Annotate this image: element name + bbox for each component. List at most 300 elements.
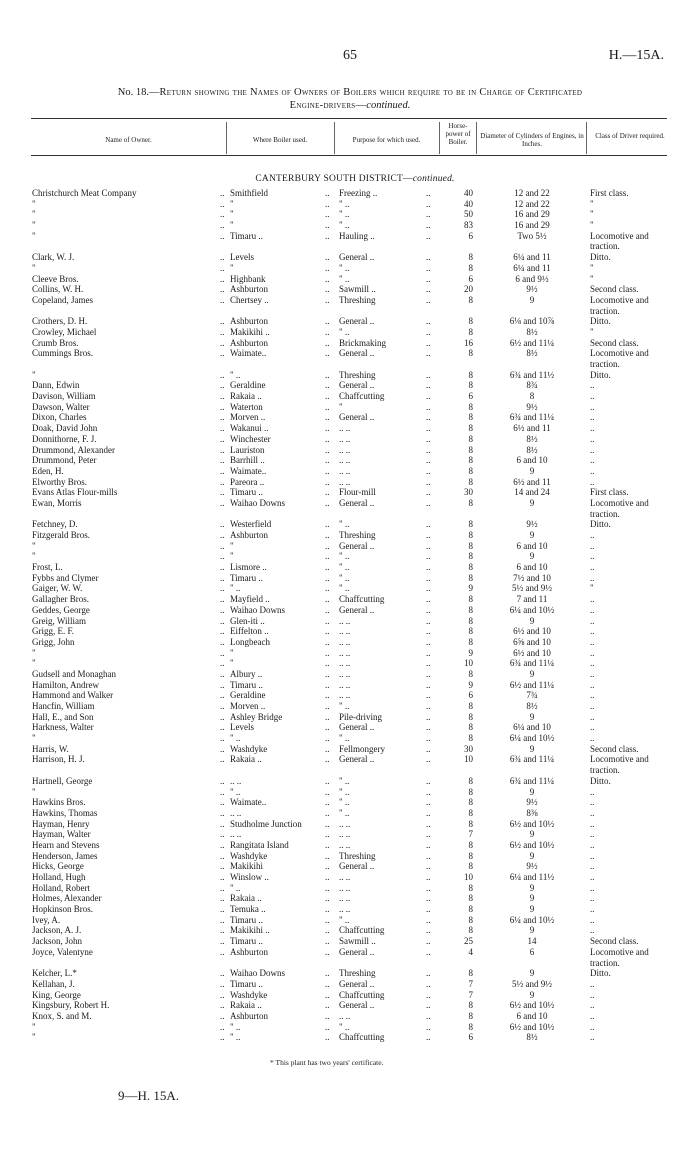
leader-dots: ..	[220, 540, 225, 551]
leader-dots: ..	[426, 797, 431, 808]
cylinder-diameter-cell: 9	[529, 925, 535, 936]
table-row	[0, 840, 700, 851]
leader-dots: ..	[325, 701, 330, 711]
leader-dots: ..	[426, 198, 431, 209]
title-continued: continued.	[366, 100, 411, 111]
document-reference: H.—15A.	[608, 48, 664, 63]
cylinder-diameter-cell: 9	[529, 497, 535, 508]
leader-dots: ..	[325, 391, 330, 402]
horse-power-cell: 8	[468, 465, 473, 476]
horse-power-cell: 8	[468, 968, 473, 979]
table-row	[0, 199, 700, 210]
cylinder-diameter-cell: 14 and 24	[514, 487, 550, 498]
cylinder-diameter-cell: 9	[529, 743, 535, 754]
leader-dots: ..	[426, 733, 431, 744]
return-title	[30, 86, 670, 112]
leader-dots: ..	[220, 893, 225, 904]
cylinder-diameter-cell: 9½	[526, 284, 538, 295]
owner-name-cell: Geddes, George	[32, 604, 90, 615]
table-row	[0, 787, 700, 798]
horse-power-cell: 6	[468, 1032, 473, 1043]
driver-class-cell: traction.	[590, 765, 620, 776]
table-row	[0, 776, 700, 787]
cylinder-diameter-cell: 6¾ and 11½	[509, 369, 555, 380]
purpose-cell: Chaffcutting	[339, 391, 385, 402]
cylinder-diameter-cell: 8½	[526, 701, 538, 711]
purpose-cell: .. ..	[339, 444, 351, 455]
table-row	[0, 263, 700, 274]
cylinder-diameter-cell: 12 and 22	[514, 188, 550, 198]
horse-power-cell: 8	[468, 455, 473, 466]
leader-dots: ..	[426, 690, 431, 701]
leader-dots: ..	[220, 925, 225, 936]
table-row	[0, 594, 700, 605]
where-used-cell: Ashburton	[230, 1010, 268, 1021]
leader-dots: ..	[325, 284, 330, 295]
leader-dots: ..	[220, 188, 225, 198]
leader-dots: ..	[426, 701, 431, 711]
purpose-cell: Fellmongery	[339, 743, 385, 754]
cylinder-diameter-cell: 6½ and 11¼	[509, 679, 555, 690]
horse-power-cell: 8	[468, 348, 473, 359]
owner-name-cell: Harris, W.	[32, 743, 69, 754]
owner-name-cell: Harkness, Walter	[32, 722, 94, 733]
cylinder-diameter-cell: 6½ and 11¼	[509, 337, 555, 348]
cylinder-diameter-cell: 6½ and 10½	[509, 839, 555, 850]
where-used-cell: Smithfield	[230, 188, 268, 198]
leader-dots: ..	[325, 198, 330, 209]
where-used-cell: " ..	[230, 1021, 241, 1032]
driver-class-cell: ..	[590, 1000, 595, 1011]
leader-dots: ..	[426, 497, 431, 508]
table-row	[0, 872, 700, 883]
purpose-cell: " ..	[339, 807, 350, 818]
leader-dots: ..	[426, 273, 431, 284]
horse-power-cell: 8	[468, 604, 473, 615]
cylinder-diameter-cell: 6½ and 11	[513, 476, 551, 487]
leader-dots: ..	[325, 615, 330, 626]
leader-dots: ..	[325, 904, 330, 915]
leader-dots: ..	[325, 626, 330, 637]
leader-dots: ..	[220, 668, 225, 679]
leader-dots: ..	[220, 594, 225, 605]
table-row	[0, 327, 700, 338]
purpose-cell: Pile-driving	[339, 711, 382, 722]
cylinder-diameter-cell: 8½	[526, 348, 538, 359]
driver-class-cell: "	[590, 262, 594, 273]
owner-name-cell: Hawkins Bros.	[32, 797, 86, 808]
purpose-cell: General ..	[339, 380, 375, 391]
leader-dots: ..	[325, 658, 330, 669]
cylinder-diameter-cell: 6¾ and 11¼	[509, 754, 555, 765]
table-row	[0, 829, 700, 840]
leader-dots: ..	[325, 1010, 330, 1021]
leader-dots: ..	[325, 572, 330, 583]
where-used-cell: Makikihi ..	[230, 326, 270, 337]
table-row	[0, 744, 700, 755]
where-used-cell: Lauriston	[230, 444, 265, 455]
driver-class-cell: ..	[590, 594, 595, 605]
leader-dots: ..	[325, 583, 330, 594]
table-row	[0, 680, 700, 691]
purpose-cell: General ..	[339, 861, 375, 872]
table-row	[0, 819, 700, 830]
leader-dots: ..	[325, 294, 330, 305]
where-used-cell: "	[230, 658, 234, 669]
driver-class-cell: ..	[590, 818, 595, 829]
purpose-cell: .. ..	[339, 839, 351, 850]
owner-name-cell: Hopkinson Bros.	[32, 904, 94, 915]
purpose-cell: Freezing ..	[339, 188, 378, 198]
horse-power-cell: 30	[464, 743, 473, 754]
leader-dots: ..	[220, 936, 225, 947]
cylinder-diameter-cell: 9	[529, 829, 535, 840]
purpose-cell: " ..	[339, 583, 350, 594]
leader-dots: ..	[220, 583, 225, 594]
purpose-cell: .. ..	[339, 615, 351, 626]
purpose-cell: General ..	[339, 722, 375, 733]
leader-dots: ..	[426, 337, 431, 348]
table-row	[0, 583, 700, 594]
column-header-cylinders: Diameter of Cylinders of Engines, in Inches.	[480, 132, 584, 148]
table-row	[0, 541, 700, 552]
leader-dots: ..	[220, 423, 225, 434]
cylinder-diameter-cell: 6 and 10	[516, 455, 548, 466]
leader-dots: ..	[426, 444, 431, 455]
table-row	[0, 562, 700, 573]
leader-dots: ..	[325, 775, 330, 786]
owner-name-cell: Harrison, H. J.	[32, 754, 85, 765]
purpose-cell: .. ..	[339, 476, 351, 487]
table-row	[0, 808, 700, 819]
purpose-cell: General ..	[339, 754, 375, 765]
column-header-class: Class of Driver required.	[595, 132, 665, 140]
driver-class-cell: ..	[590, 839, 595, 850]
horse-power-cell: 8	[468, 861, 473, 872]
header-divider	[586, 122, 587, 154]
horse-power-cell: 16	[464, 337, 473, 348]
leader-dots: ..	[325, 893, 330, 904]
cylinder-diameter-cell: 9½	[526, 519, 538, 530]
owner-name-cell: Hayman, Henry	[32, 818, 90, 829]
where-used-cell: Geraldine	[230, 380, 266, 391]
horse-power-cell: 8	[468, 316, 473, 327]
driver-class-cell: ..	[590, 476, 595, 487]
where-used-cell: Ashburton	[230, 530, 268, 540]
driver-class-cell: ..	[590, 604, 595, 615]
cylinder-diameter-cell: 6½ and 10	[513, 626, 551, 637]
leader-dots: ..	[220, 1000, 225, 1011]
leader-dots: ..	[220, 465, 225, 476]
horse-power-cell: 8	[468, 818, 473, 829]
owner-name-cell: Drummond, Alexander	[32, 444, 115, 455]
horse-power-cell: 8	[468, 562, 473, 573]
where-used-cell: Rangitata Island	[230, 839, 289, 850]
purpose-cell: General ..	[339, 946, 375, 957]
leader-dots: ..	[426, 914, 431, 925]
where-used-cell: " ..	[230, 786, 241, 797]
horse-power-cell: 8	[468, 380, 473, 391]
leader-dots: ..	[426, 936, 431, 947]
where-used-cell: Studholme Junction	[230, 818, 302, 829]
leader-dots: ..	[325, 968, 330, 979]
where-used-cell: " ..	[230, 583, 241, 594]
purpose-cell: .. ..	[339, 818, 351, 829]
cylinder-diameter-cell: 6½ and 10	[513, 647, 551, 658]
leader-dots: ..	[426, 326, 431, 337]
horse-power-cell: 8	[468, 850, 473, 861]
where-used-cell: "	[230, 198, 234, 209]
owner-name-cell: Hammond and Walker	[32, 690, 114, 701]
driver-class-cell: ..	[590, 658, 595, 669]
leader-dots: ..	[426, 861, 431, 872]
where-used-cell: Waihao Downs	[230, 968, 286, 979]
purpose-cell: General ..	[339, 540, 375, 551]
leader-dots: ..	[325, 423, 330, 434]
leader-dots: ..	[220, 326, 225, 337]
driver-class-cell: Ditto.	[590, 775, 611, 786]
where-used-cell: Lismore ..	[230, 562, 267, 573]
driver-class-cell: ..	[590, 989, 595, 1000]
purpose-cell: Brickmaking	[339, 337, 386, 348]
where-used-cell: Waihao Downs	[230, 497, 286, 508]
title-prefix: No. 18.—	[117, 87, 160, 98]
leader-dots: ..	[325, 1032, 330, 1043]
purpose-cell: " ..	[339, 198, 350, 209]
purpose-cell: Threshing	[339, 530, 376, 540]
cylinder-diameter-cell: 6 and 10	[516, 562, 548, 573]
driver-class-cell: Second class.	[590, 337, 639, 348]
where-used-cell: Morven ..	[230, 412, 266, 423]
leader-dots: ..	[220, 968, 225, 979]
horse-power-cell: 8	[468, 786, 473, 797]
owner-name-cell: King, George	[32, 989, 81, 1000]
cylinder-diameter-cell: 9	[529, 615, 535, 626]
purpose-cell: " ..	[339, 572, 350, 583]
cylinder-diameter-cell: 7 and 11	[516, 594, 548, 605]
leader-dots: ..	[325, 668, 330, 679]
purpose-cell: Threshing	[339, 294, 376, 305]
owner-name-cell: Hicks, George	[32, 861, 84, 872]
leader-dots: ..	[220, 572, 225, 583]
table-row	[0, 605, 700, 616]
cylinder-diameter-cell: 12 and 22	[514, 198, 550, 209]
purpose-cell: General ..	[339, 978, 375, 989]
table-row	[0, 637, 700, 648]
driver-class-cell: Locomotive and	[590, 348, 649, 359]
driver-class-cell: ..	[590, 850, 595, 861]
owner-name-cell: Eden, H.	[32, 465, 64, 476]
purpose-cell: Flour-mill	[339, 487, 376, 498]
driver-class-cell: ..	[590, 872, 595, 882]
leader-dots: ..	[325, 722, 330, 733]
driver-class-cell: ..	[590, 914, 595, 925]
owner-name-cell: Evans Atlas Flour-mills	[32, 487, 118, 498]
where-used-cell: Waihao Downs	[230, 604, 286, 615]
leader-dots: ..	[220, 946, 225, 957]
leader-dots: ..	[220, 914, 225, 925]
purpose-cell: " ..	[339, 786, 350, 797]
leader-dots: ..	[325, 743, 330, 754]
column-header-purpose: Purpose for which used.	[352, 136, 421, 144]
leader-dots: ..	[220, 198, 225, 209]
leader-dots: ..	[220, 818, 225, 829]
owner-name-cell: Copeland, James	[32, 294, 93, 305]
leader-dots: ..	[220, 1010, 225, 1021]
leader-dots: ..	[325, 433, 330, 444]
leader-dots: ..	[426, 839, 431, 850]
cylinder-diameter-cell: 9	[529, 530, 535, 540]
horse-power-cell: 7	[468, 978, 473, 989]
leader-dots: ..	[325, 754, 330, 765]
driver-class-cell: ..	[590, 978, 595, 989]
table-row	[0, 1011, 700, 1022]
leader-dots: ..	[220, 476, 225, 487]
leader-dots: ..	[426, 872, 431, 882]
horse-power-cell: 25	[464, 936, 473, 947]
leader-dots: ..	[220, 626, 225, 637]
where-used-cell: Levels	[230, 722, 254, 733]
purpose-cell: "	[339, 401, 343, 412]
where-used-cell: Makikihi ..	[230, 925, 270, 936]
driver-class-cell: Locomotive and	[590, 230, 649, 241]
table-row	[0, 445, 700, 456]
purpose-cell: .. ..	[339, 668, 351, 679]
where-used-cell: Temuka ..	[230, 904, 266, 915]
table-row	[0, 306, 700, 317]
leader-dots: ..	[325, 690, 330, 701]
purpose-cell: .. ..	[339, 679, 351, 690]
table-row	[0, 947, 700, 958]
leader-dots: ..	[325, 829, 330, 840]
purpose-cell: Chaffcutting	[339, 925, 385, 936]
owner-name-cell: Jackson, John	[32, 936, 82, 947]
where-used-cell: "	[230, 262, 234, 273]
leader-dots: ..	[426, 626, 431, 637]
horse-power-cell: 8	[468, 262, 473, 273]
driver-class-cell: ..	[590, 807, 595, 818]
leader-dots: ..	[325, 850, 330, 861]
owner-name-cell: Ivey, A.	[32, 914, 61, 925]
horse-power-cell: 7	[468, 829, 473, 840]
leader-dots: ..	[426, 188, 431, 198]
horse-power-cell: 83	[464, 220, 473, 231]
table-row	[0, 477, 700, 488]
horse-power-cell: 8	[468, 807, 473, 818]
table-row	[0, 722, 700, 733]
horse-power-cell: 8	[468, 369, 473, 380]
leader-dots: ..	[325, 647, 330, 658]
table-row	[0, 295, 700, 306]
purpose-cell: .. ..	[339, 690, 351, 701]
owner-name-cell: Cleeve Bros.	[32, 273, 79, 284]
horse-power-cell: 8	[468, 423, 473, 434]
leader-dots: ..	[426, 252, 431, 263]
leader-dots: ..	[426, 786, 431, 797]
owner-name-cell: Frost, L.	[32, 562, 63, 573]
driver-class-cell: traction.	[590, 241, 620, 252]
horse-power-cell: 9	[468, 679, 473, 690]
horse-power-cell: 20	[464, 284, 473, 295]
owner-name-cell: Dixon, Charles	[32, 412, 87, 423]
table-row	[0, 551, 700, 562]
leader-dots: ..	[220, 658, 225, 669]
owner-name-cell: Hamilton, Andrew	[32, 679, 99, 690]
where-used-cell: Timaru ..	[230, 936, 263, 947]
leader-dots: ..	[325, 1021, 330, 1032]
driver-class-cell: ..	[590, 530, 595, 540]
horse-power-cell: 50	[464, 209, 473, 220]
leader-dots: ..	[325, 465, 330, 476]
leader-dots: ..	[220, 562, 225, 573]
title-line-2: Engine-drivers—	[289, 100, 367, 111]
leader-dots: ..	[220, 872, 225, 882]
leader-dots: ..	[426, 412, 431, 423]
header-divider	[476, 122, 477, 154]
owner-name-cell: "	[32, 540, 36, 551]
leader-dots: ..	[220, 530, 225, 540]
purpose-cell: General ..	[339, 1000, 375, 1011]
table-row	[0, 958, 700, 969]
table-row	[0, 380, 700, 391]
cylinder-diameter-cell: 6¼ and 10½	[509, 914, 555, 925]
cylinder-diameter-cell: 9	[529, 850, 535, 861]
driver-class-cell: ..	[590, 882, 595, 893]
purpose-cell: General ..	[339, 412, 375, 423]
driver-class-cell: ..	[590, 925, 595, 936]
leader-dots: ..	[220, 252, 225, 263]
purpose-cell: General ..	[339, 497, 375, 508]
cylinder-diameter-cell: 6½ and 10½	[509, 1000, 555, 1011]
leader-dots: ..	[325, 551, 330, 562]
district-heading	[225, 174, 485, 184]
horse-power-cell: 8	[468, 839, 473, 850]
leader-dots: ..	[325, 369, 330, 380]
driver-class-cell: ..	[590, 444, 595, 455]
driver-class-cell: "	[590, 583, 594, 594]
cylinder-diameter-cell: 6¼ and 11½	[509, 872, 555, 882]
leader-dots: ..	[220, 220, 225, 231]
table-row	[0, 252, 700, 263]
where-used-cell: Albury ..	[230, 668, 263, 679]
leader-dots: ..	[426, 433, 431, 444]
driver-class-cell: ..	[590, 572, 595, 583]
leader-dots: ..	[426, 925, 431, 936]
horse-power-cell: 40	[464, 198, 473, 209]
table-row	[0, 231, 700, 242]
cylinder-diameter-cell: 16 and 29	[514, 220, 550, 231]
leader-dots: ..	[220, 904, 225, 915]
table-row	[0, 648, 700, 659]
purpose-cell: Threshing	[339, 369, 376, 380]
where-used-cell: Longbeach	[230, 636, 270, 647]
table-row	[0, 412, 700, 423]
cylinder-diameter-cell: 14	[527, 936, 537, 947]
column-header-where: Where Boiler used.	[252, 136, 308, 144]
table-row	[0, 370, 700, 381]
owner-name-cell: "	[32, 551, 36, 562]
where-used-cell: Eiffelton ..	[230, 626, 269, 637]
owner-name-cell: Clark, W. J.	[32, 252, 75, 263]
header-top-rule	[31, 118, 667, 119]
cylinder-diameter-cell: 8¾	[526, 380, 538, 391]
driver-class-cell: ..	[590, 391, 595, 402]
horse-power-cell: 8	[468, 401, 473, 412]
horse-power-cell: 8	[468, 882, 473, 893]
purpose-cell: General ..	[339, 348, 375, 359]
driver-class-cell: ..	[590, 733, 595, 744]
leader-dots: ..	[325, 786, 330, 797]
